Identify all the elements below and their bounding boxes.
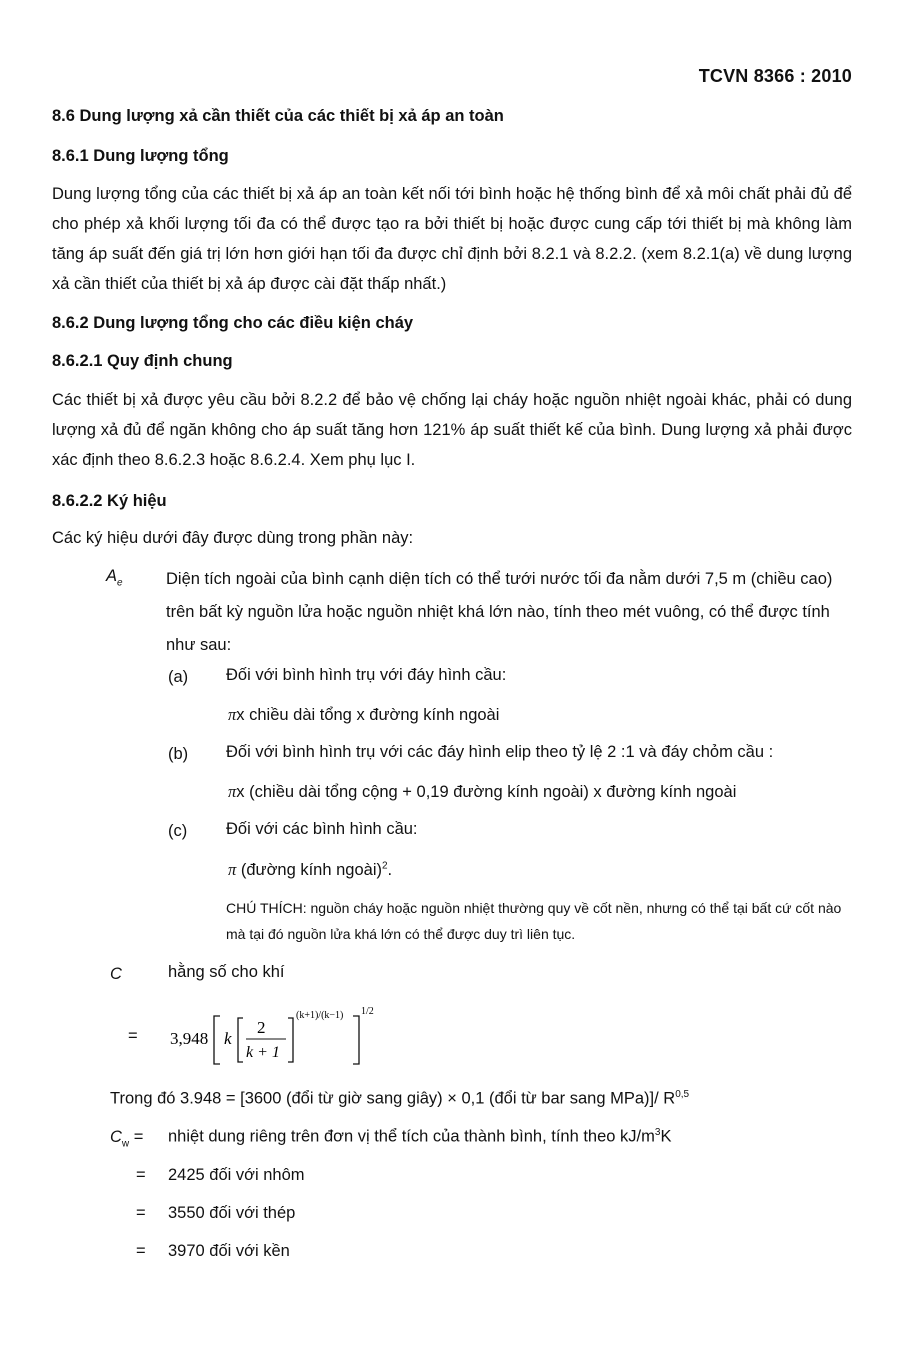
c-k: k <box>224 1029 232 1048</box>
outer-right-bracket <box>353 1016 359 1064</box>
standard-header: TCVN 8366 : 2010 <box>698 66 852 86</box>
cw-eq-2: = <box>136 1204 146 1222</box>
cw-eq-3: = <box>136 1242 146 1260</box>
cw-description: nhiệt dung riêng trên đơn vị thể tích của thành bình, tính theo $kJ/m^3K$ <box>168 1127 672 1146</box>
ae-item-b-formula: πx (chiều dài tổng cộng + 0,19 đường kính ngoài) x đường kính ngoài <box>228 782 737 801</box>
inner-right-bracket <box>288 1018 293 1062</box>
fraction-denominator: k + 1 <box>246 1044 280 1061</box>
ae-item-c-formula: π (đường kính ngoài)$^2$. <box>228 860 393 879</box>
section-8-6-heading: 8.6 Dung lượng xả cần thiết của các thiết bị xả áp an toàn <box>52 107 504 125</box>
c-formula <box>160 1002 400 1072</box>
section-8-6-2-heading: 8.6.2 Dung lượng tổng cho các điều kiện cháy <box>52 314 414 332</box>
inner-exponent: (k+1)/(k−1) <box>296 1010 344 1021</box>
cw-value-aluminium: 2425 đối với nhôm <box>168 1166 305 1184</box>
ae-description: Diện tích ngoài của bình cạnh diện tích có thể tưới nước tối đa nằm dưới 7,5 m (chiều cao) trên bất kỳ nguồn lửa hoặc nguồn nhiệt khá lớn nào, tính theo mét vuông, có thể được tính như sau: <box>166 570 833 654</box>
ae-symbol: $A_e$ <box>106 567 123 589</box>
section-8-6-1-heading: 8.6.1 Dung lượng tổng <box>52 147 229 165</box>
ae-item-b-label: (b) <box>168 745 189 763</box>
c-coef: 3,948 <box>170 1029 209 1048</box>
ae-item-c-label: (c) <box>168 822 188 840</box>
c-description: hằng số cho khí <box>168 963 285 981</box>
ae-item-b-text: Đối với bình hình trụ với các đáy hình elip theo tỷ lệ 2 :1 và đáy chỏm cầu : <box>226 743 774 761</box>
cw-eq-1: = <box>136 1166 146 1184</box>
section-8-6-2-2-heading: 8.6.2.2 Ký hiệu <box>52 492 167 510</box>
c-symbol: C <box>110 965 122 983</box>
c-equals: = <box>128 1027 138 1045</box>
section-8-6-1-paragraph: Dung lượng tổng của các thiết bị xả áp an toàn kết nối tới bình hoặc hệ thống bình để xả môi chất phải đủ để cho phép xả khối lượng tối đa có thể được tạo ra bởi thiết bị hoặc được cung cấp tới thiết bị mà không làm tăng áp suất đến giá trị lớn hơn giới hạn tối đa được chỉ định bởi 8.2.1 và 8.2.2. (xem 8.2.1(a) về dung lượng xả cần thiết của thiết bị xả áp được cài đặt thấp nhất.) <box>52 185 852 293</box>
inner-left-bracket <box>238 1018 243 1062</box>
cw-symbol: $C_w$ = <box>110 1128 144 1150</box>
section-8-6-2-1-paragraph: Các thiết bị xả được yêu cầu bởi 8.2.2 để bảo vệ chống lại cháy hoặc nguồn nhiệt ngoài khác, phải có dung lượng xả đủ để ngăn không cho áp suất tăng hơn 121% áp suất thiết kế của bình. Dung lượng xả phải được xác định theo 8.6.2.3 hoặc 8.6.2.4. Xem phụ lục I. <box>52 391 852 469</box>
ae-note: CHÚ THÍCH: nguồn cháy hoặc nguồn nhiệt thường quy về cốt nền, nhưng có thể tại bất cứ cốt nào mà tại đó nguồn lửa khá lớn có thể được duy trì liên tục. <box>226 900 842 942</box>
fraction-numerator: 2 <box>257 1018 266 1037</box>
outer-left-bracket <box>214 1016 220 1064</box>
ae-item-c-text: Đối với các bình hình cầu: <box>226 820 418 838</box>
ae-item-a-formula: πx chiều dài tổng x đường kính ngoài <box>228 705 500 724</box>
ae-item-a-label: (a) <box>168 668 189 686</box>
cw-value-steel: 3550 đối với thép <box>168 1204 296 1222</box>
outer-exponent: 1/2 <box>361 1006 374 1017</box>
c-where: Trong đó 3.948 = [3600 (đổi từ giờ sang giây) × 0,1 (đổi từ bar sang MPa)]/ R$^{0,5}$ <box>110 1089 690 1108</box>
cw-value-nickel: 3970 đối với kền <box>168 1242 290 1260</box>
section-8-6-2-1-heading: 8.6.2.1 Quy định chung <box>52 352 233 370</box>
symbols-intro: Các ký hiệu dưới đây được dùng trong phần này: <box>52 529 414 547</box>
ae-item-a-text: Đối với bình hình trụ với đáy hình cầu: <box>226 666 507 684</box>
